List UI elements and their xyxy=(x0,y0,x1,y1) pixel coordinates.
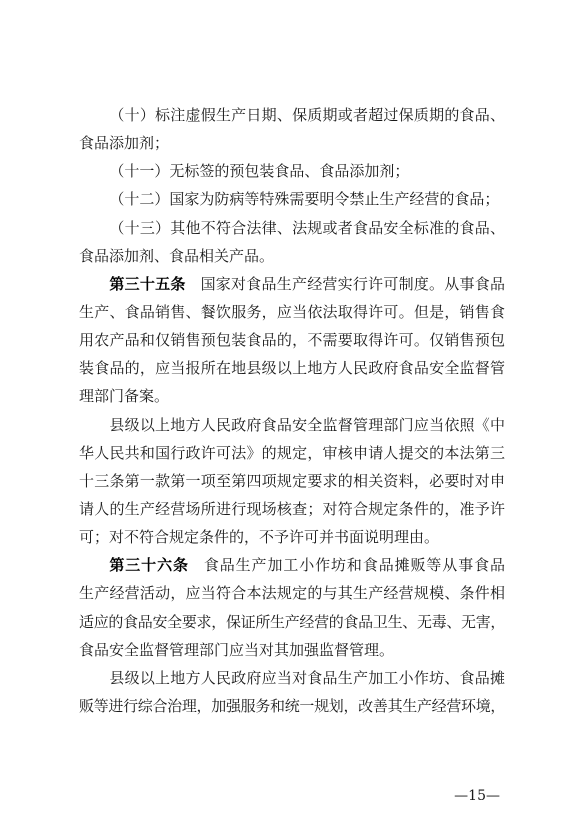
text-line: 用农产品和仅销售预包装食品的，不需要取得许可。仅销售预包 xyxy=(79,331,505,350)
text-line: 可；对不符合规定条件的，不予许可并书面说明理由。 xyxy=(79,528,440,547)
text-line: 装食品的，应当报所在地县级以上地方人民政府食品安全监督管 xyxy=(79,359,505,378)
article-text: 国家对食品生产经营实行许可制度。从事食品 xyxy=(200,274,505,293)
text-line: （十一）无标签的预包装食品、食品添加剂； xyxy=(109,162,410,181)
article-text: 食品生产加工小作坊和食品摊贩等从事食品 xyxy=(203,556,505,575)
text-line: 十三条第一款第一项至第四项规定要求的相关资料，必要时对申 xyxy=(79,471,505,490)
text-line: 生产、食品销售、餐饮服务，应当依法取得许可。但是，销售食 xyxy=(79,302,505,321)
text-line: 适应的食品安全要求，保证所生产经营的食品卫生、无毒、无害， xyxy=(79,612,505,631)
article-35 xyxy=(79,270,505,411)
page-number: —15— xyxy=(454,788,500,804)
article-label: 第三十六条 xyxy=(109,556,189,575)
list-item-12 xyxy=(79,185,505,213)
article-36 xyxy=(79,551,505,664)
text-line: （十）标注虚假生产日期、保质期或者超过保质期的食品、 xyxy=(109,106,505,124)
text-line: （十三）其他不符合法律、法规或者食品安全标准的食品、 xyxy=(109,218,505,237)
text-line: 县级以上地方人民政府应当对食品生产加工小作坊、食品摊 xyxy=(109,668,505,687)
text-line: 请人的生产经营场所进行现场核查；对符合规定条件的，准予许 xyxy=(79,499,505,518)
text-line: 理部门备案。 xyxy=(79,387,170,406)
list-item-10 xyxy=(79,101,505,157)
text-line: 食品安全监督管理部门应当对其加强监督管理。 xyxy=(79,640,395,659)
text-line: 县级以上地方人民政府食品安全监督管理部门应当依照《中 xyxy=(109,415,505,434)
text-line: 食品添加剂、食品相关产品。 xyxy=(79,246,275,265)
article-35-paragraph-2 xyxy=(79,411,505,552)
text-line: 生产经营活动，应当符合本法规定的与其生产经营规模、条件相 xyxy=(79,584,505,603)
list-item-11 xyxy=(79,157,505,185)
article-label: 第三十五条 xyxy=(109,274,186,293)
text-line xyxy=(79,551,505,579)
list-item-13 xyxy=(79,214,505,270)
body-text xyxy=(79,101,505,720)
text-line: 食品添加剂； xyxy=(79,134,170,153)
text-line: （十二）国家为防病等特殊需要明令禁止生产经营的食品； xyxy=(109,190,500,209)
article-36-paragraph-2 xyxy=(79,664,505,720)
text-line: 贩等进行综合治理，加强服务和统一规划，改善其生产经营环境， xyxy=(79,696,505,715)
text-line: 华人民共和国行政许可法》的规定，审核申请人提交的本法第三 xyxy=(79,443,505,462)
text-line xyxy=(79,270,505,298)
